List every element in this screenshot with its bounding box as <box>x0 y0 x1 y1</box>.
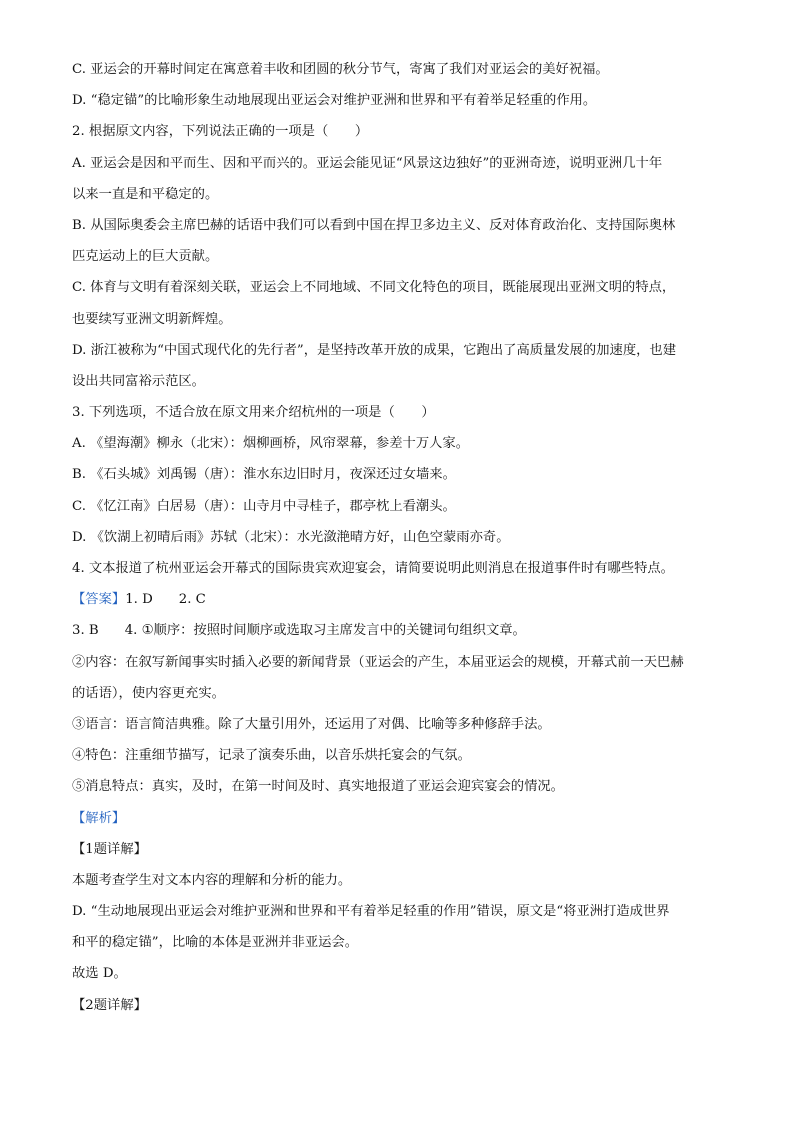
option-d-q3: D. 《饮湖上初晴后雨》苏轼（北宋）：水光潋滟晴方好，山色空蒙雨亦奇。 <box>72 529 510 545</box>
option-b-q2-cont: 匹克运动上的巨大贡献。 <box>72 249 219 265</box>
option-d-q2: D. 浙江被称为“中国式现代化的先行者”，是坚持改革开放的成果，它跑出了高质量发展的加速度，也建 <box>72 342 677 358</box>
option-a-q2-cont: 以来一直是和平稳定的。 <box>72 186 219 202</box>
analysis-label: 【解析】 <box>72 810 126 826</box>
answer-4-order: 4. ①顺序：按照时间顺序或选取习主席发言中的关键词句组织文章。 <box>124 623 526 639</box>
answer-label: 【答案】 <box>72 592 126 608</box>
detail-1-label: 【1题详解】 <box>72 841 147 857</box>
detail-1-text: 本题考查学生对文本内容的理解和分析的能力。 <box>72 872 352 888</box>
answer-4-news: ⑤消息特点：真实，及时，在第一时间及时、真实地报道了亚运会迎宾宴会的情况。 <box>72 779 564 795</box>
answer-2: 2. C <box>178 592 206 608</box>
detail-1-d: D. “生动地展现出亚运会对维护亚洲和世界和平有着举足轻重的作用”错误，原文是“将亚洲打造成世界 <box>72 904 670 920</box>
answer-4-language: ③语言：语言简洁典雅。除了大量引用外，还运用了对偶、比喻等多种修辞手法。 <box>72 716 551 732</box>
detail-1-d-cont: 和平的稳定锚”，比喻的本体是亚洲并非亚运会。 <box>72 935 359 951</box>
option-c-q2-cont: 也要续写亚洲文明新辉煌。 <box>72 311 232 327</box>
option-d-q2-cont: 设出共同富裕示范区。 <box>72 373 205 389</box>
detail-2-label: 【2题详解】 <box>72 997 147 1013</box>
answer-row <box>72 590 722 609</box>
document-page <box>72 60 722 1027</box>
detail-1-choice: 故选 D。 <box>72 966 127 982</box>
option-d-q1: D. “稳定锚”的比喻形象生动地展现出亚运会对维护亚洲和世界和平有着举足轻重的作用。 <box>72 93 597 109</box>
answer-4-content: ②内容：在叙写新闻事实时插入必要的新闻背景（亚运会的产生，本届亚运会的规模，开幕式前一天巴赫 <box>72 654 684 670</box>
option-c-q3: C. 《忆江南》白居易（唐）：山寺月中寻桂子，郡亭枕上看潮头。 <box>72 498 456 514</box>
answer-4-feature: ④特色：注重细节描写，记录了演奏乐曲，以音乐烘托宴会的气氛。 <box>72 748 471 764</box>
option-c-q1: C. 亚运会的开幕时间定在寓意着丰收和团圆的秋分节气，寄寓了我们对亚运会的美好祝福。 <box>72 62 609 77</box>
option-a-q2: A. 亚运会是因和平而生、因和平而兴的。亚运会能见证“风景这边独好”的亚洲奇迹，说明亚洲几十年 <box>72 155 663 171</box>
answer-3: 3. B <box>72 623 99 639</box>
question-3: 3. 下列选项，不适合放在原文用来介绍杭州的一项是（ ） <box>72 405 435 421</box>
answer-row-2 <box>72 621 722 640</box>
answer-4-content-cont: 的话语），使内容更充实。 <box>72 685 225 701</box>
option-b-q3: B. 《石头城》刘禹锡（唐）：淮水东边旧时月，夜深还过女墙来。 <box>72 467 456 483</box>
option-a-q3: A. 《望海潮》柳永（北宋）：烟柳画桥，风帘翠幕，参差十万人家。 <box>72 436 470 452</box>
question-4: 4. 文本报道了杭州亚运会开幕式的国际贵宾欢迎宴会，请简要说明此则消息在报道事件时有哪些特点。 <box>72 561 674 576</box>
option-b-q2: B. 从国际奥委会主席巴赫的话语中我们可以看到中国在捍卫多边主义、反对体育政治化、支持国际奥林 <box>72 217 676 233</box>
answer-1: 1. D <box>125 592 153 608</box>
option-c-q2: C. 体育与文明有着深刻关联，亚运会上不同地域、不同文化特色的项目，既能展现出亚洲文明的特点， <box>72 280 676 296</box>
question-2: 2. 根据原文内容，下列说法正确的一项是（ ） <box>72 124 369 140</box>
